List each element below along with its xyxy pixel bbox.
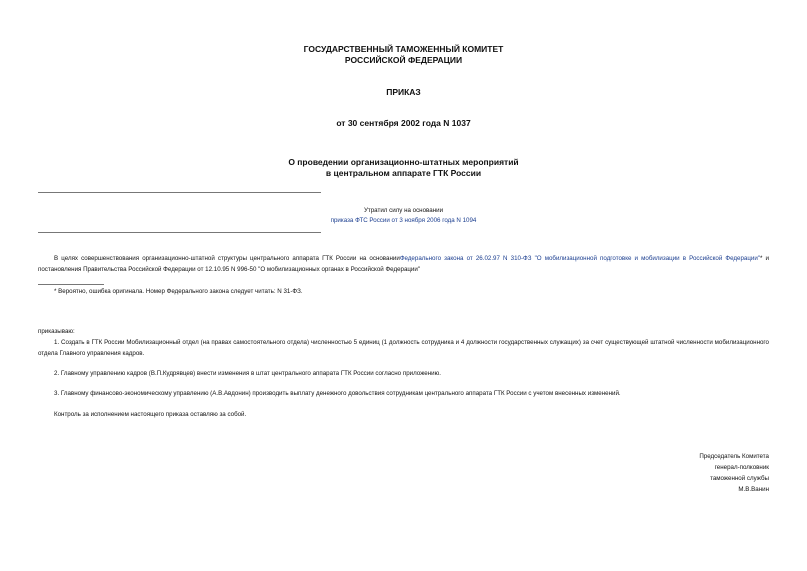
federal-law-link[interactable]: Федерального закона от 26.02.97 N 310-ФЗ "О мобилизационной подготовке и мобилизации в Российской Федерации" xyxy=(399,255,761,262)
footnote: * Вероятно, ошибка оригинала. Номер Федерального закона следует читать: N 31-ФЗ. xyxy=(54,288,303,295)
order-item-3: 3. Главному финансово-экономическому управлению (А.В.Авдонин) производить выплату денежного довольствия сотрудникам центрального аппарата ГТК России с учетом внесенных изменений. xyxy=(54,390,621,397)
preamble-text-after: * и постановления Правительства Российской Федерации от 12.10.95 N 996-50 "О мобилизационных органах в Российской Федерации" xyxy=(38,255,770,273)
document-date-number: от 30 сентября 2002 года N 1037 xyxy=(336,118,471,128)
agency-name-line2: РОССИЙСКОЙ ФЕДЕРАЦИИ xyxy=(344,55,463,65)
footnote-divider xyxy=(38,284,104,285)
document-title-line1: О проведении организационно-штатных мероприятий xyxy=(288,157,519,167)
order-intro: приказываю: xyxy=(38,328,75,335)
divider-top xyxy=(38,192,321,193)
preamble-paragraph xyxy=(38,254,769,275)
control-clause: Контроль за исполнением настоящего приказа оставляю за собой. xyxy=(54,411,247,418)
agency-name-line1: ГОСУДАРСТВЕННЫЙ ТАМОЖЕННЫЙ КОМИТЕТ xyxy=(303,44,504,54)
signature-name: М.В.Ванин xyxy=(738,486,769,493)
signature-service: таможенной службы xyxy=(710,475,769,482)
preamble-text-before: В целях совершенствования организационно-штатной структуры центрального аппарата ГТК России на основании xyxy=(54,255,400,262)
document-title-line2: в центральном аппарате ГТК России xyxy=(325,168,482,178)
repeal-order-link[interactable]: приказа ФТС России от 3 ноября 2006 года N 1094 xyxy=(330,217,477,224)
status-text: Утратил силу на основании xyxy=(363,207,444,214)
document-type: ПРИКАЗ xyxy=(386,87,421,97)
order-item-1: 1. Создать в ГТК России Мобилизационный отдел (на правах самостоятельного отдела) численностью 5 единиц (1 должность сотрудника и 4 должности государственных служащих) за счет существующей штатной численности мобилизационного отдела Главного управления кадров. xyxy=(38,339,769,357)
signature-rank: генерал-полковник xyxy=(714,464,769,471)
divider-bottom xyxy=(38,232,321,233)
order-item-2: 2. Главному управлению кадров (В.П.Кудрявцев) внести изменения в штат центрального аппарата ГТК России согласно приложению. xyxy=(54,370,441,377)
signature-position: Председатель Комитета xyxy=(699,453,769,460)
